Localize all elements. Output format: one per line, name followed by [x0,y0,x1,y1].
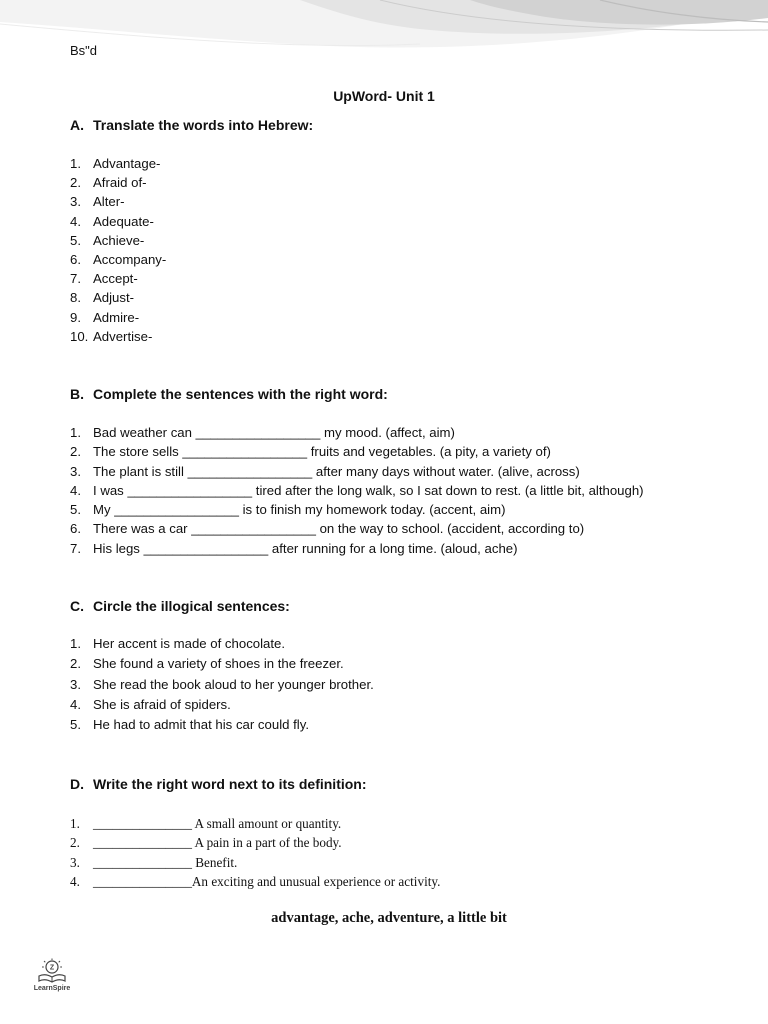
list-item [70,539,644,558]
list-item [70,481,644,500]
list-item [70,654,374,674]
answer-blank[interactable]: _________________ [114,502,239,518]
list-item [70,462,644,481]
answer-blank[interactable]: _______________ [93,816,192,831]
item-number: 6. [70,521,81,537]
sentence-start: Bad weather can [93,425,196,440]
sentence-end: after running for a long time. (aloud, ache) [268,540,518,556]
item-number: 1. [70,816,80,831]
item-number: 5. [70,502,81,518]
logo-text: LearnSpire [33,985,71,992]
item-text: Accompany- [93,251,167,267]
item-text: She found a variety of shoes in the freezer. [93,656,344,672]
list-item [70,695,374,715]
section-c-title: Circle the illogical sentences: [93,598,290,614]
item-text: Advantage- [93,156,161,171]
list-item [70,872,440,891]
item-text: She is afraid of spiders. [93,696,231,712]
list-item [70,675,374,695]
sentence-start: I was [93,482,128,498]
page-title: UpWord- Unit 1 [333,88,435,104]
list-item [70,519,644,538]
definition-text: A pain in a part of the body. [191,835,342,851]
item-number: 7. [70,540,81,556]
section-c-heading [70,598,290,614]
definition-text: Benefit. [191,854,238,870]
answer-blank[interactable]: _______________ [93,835,192,851]
item-number: 8. [70,290,81,306]
section-d-heading [70,776,367,792]
section-c-list [70,634,374,735]
answer-blank[interactable]: _________________ [187,463,313,479]
item-number: 6. [70,251,81,267]
item-number: 3. [70,194,81,210]
item-number: 4. [70,873,80,889]
list-item [70,634,374,654]
list-item [70,814,440,833]
answer-blank[interactable]: _________________ [182,444,308,460]
item-number: 2. [70,656,81,672]
answer-blank[interactable]: _________________ [191,521,316,537]
item-text: Afraid of- [93,175,147,191]
bsd-header: Bs"d [70,43,98,58]
item-number: 4. [70,482,81,498]
section-a-list [70,154,166,346]
learnspire-logo [28,958,76,992]
item-number: 1. [70,636,81,651]
item-text: Advertise- [93,328,153,344]
item-number: 4. [70,213,81,229]
item-text: Alter- [93,194,125,210]
sentence-start: His legs [93,540,144,556]
list-item [70,442,644,461]
sentence-end: after many days without water. (alive, across) [312,463,580,479]
sentence-end: fruits and vegetables. (a pity, a variety of) [307,444,551,460]
sentence-end: on the way to school. (accident, according to) [315,521,585,537]
section-d-title: Write the right word next to its definition: [93,776,367,792]
definition-text: A small amount or quantity. [191,816,342,831]
item-number: 1. [70,425,81,440]
sentence-start: The store sells [93,444,183,460]
section-b-letter: B. [70,386,84,402]
item-text: Adequate- [93,213,154,229]
answer-blank[interactable]: _________________ [143,540,269,556]
item-number: 7. [70,271,81,287]
answer-blank[interactable]: _________________ [127,482,253,498]
item-number: 3. [70,463,81,479]
item-text: He had to admit that his car could fly. [93,717,309,733]
section-c-letter: C. [70,598,84,614]
item-text: Her accent is made of chocolate. [93,636,286,651]
section-b-list [70,423,644,558]
item-text: Accept- [93,271,138,287]
item-text: Achieve- [93,232,145,248]
definition-text: An exciting and unusual experience or activity. [191,873,441,889]
list-item [70,308,166,327]
answer-blank[interactable]: _________________ [195,425,321,440]
sentence-end: is to finish my homework today. (accent, aim) [238,502,506,518]
sentence-start: There was a car [93,521,192,537]
sentence-start: My [93,502,115,518]
list-item [70,154,166,173]
item-number: 1. [70,156,81,171]
sentence-start: The plant is still [93,463,188,479]
item-text: She read the book aloud to her younger brother. [93,676,374,692]
item-text: Adjust- [93,290,135,306]
list-item [70,833,440,852]
section-b-title: Complete the sentences with the right word: [93,386,388,402]
section-b-heading [70,386,388,402]
item-number: 2. [70,835,80,851]
header-swoosh-decoration [0,0,768,80]
item-number: 3. [70,854,80,870]
section-d-list [70,814,440,891]
list-item [70,288,166,307]
sentence-end: my mood. (affect, aim) [320,425,455,440]
list-item [70,853,440,872]
lightbulb-book-icon [35,958,69,984]
answer-blank[interactable]: _______________ [93,873,192,889]
section-d-letter: D. [70,776,84,792]
list-item [70,500,644,519]
section-a-heading [70,117,313,133]
list-item [70,327,166,346]
item-number: 3. [70,676,81,692]
list-item [70,269,166,288]
section-a-title: Translate the words into Hebrew: [93,117,314,133]
item-number: 5. [70,232,81,248]
sentence-end: tired after the long walk, so I sat down to rest. (a little bit, although) [252,482,644,498]
item-number: 5. [70,717,81,733]
list-item [70,231,166,250]
item-number: 4. [70,696,81,712]
item-text: Admire- [93,309,140,325]
list-item [70,715,374,735]
svg-text:Z: Z [49,964,55,972]
item-number: 9. [70,309,81,325]
answer-blank[interactable]: _______________ [93,854,192,870]
item-number: 10. [70,328,89,344]
list-item [70,250,166,269]
section-a-letter: A. [70,117,84,133]
item-number: 2. [70,444,81,460]
list-item [70,423,644,442]
item-number: 2. [70,175,81,191]
list-item [70,173,166,192]
word-bank: advantage, ache, adventure, a little bit [271,910,507,926]
list-item [70,192,166,211]
list-item [70,212,166,231]
